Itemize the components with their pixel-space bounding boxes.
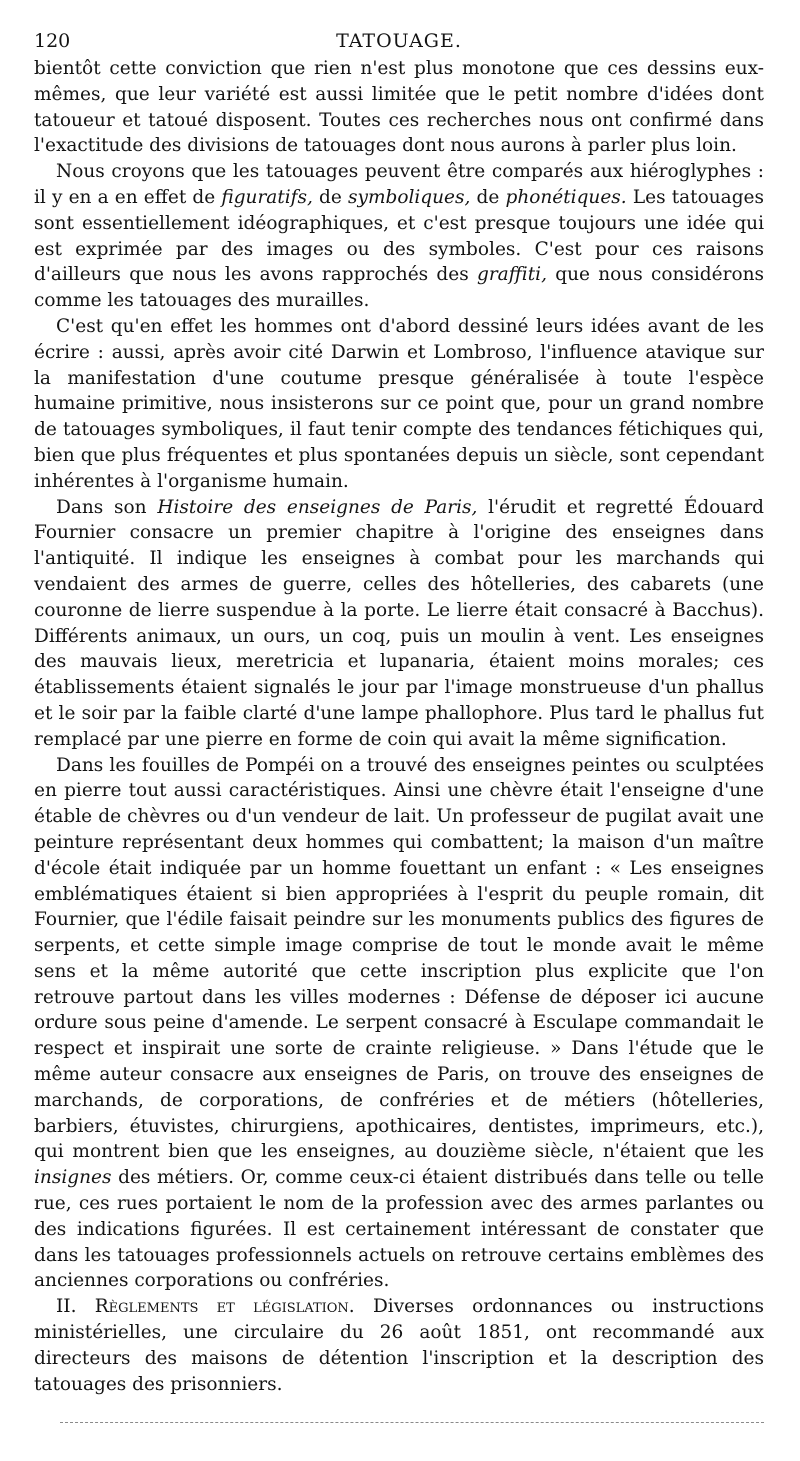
paragraph-continuation	[34, 56, 764, 159]
italic-term: phonétiques.	[505, 186, 627, 208]
paragraph-text: de	[470, 186, 506, 208]
body-text	[34, 56, 764, 1397]
paragraph-text: bientôt cette conviction que rien n'est plus monotone que ces dessins eux-mêmes, que leur variété est aussi limitée que le petit nombre d'idées dont tatoueur et tatoué disposent. Toutes ces recherches nous ont confirmé dans l'exactitude des divisions de tatouages dont nous aurons à parler plus loin.	[34, 58, 764, 157]
paragraph-text: l'érudit et regretté Édouard Fournier consacre un premier chapitre à l'origine des enseignes dans l'antiquité. Il indique les enseignes à combat pour les marchands qui vendaient des armes de guerre, celles des hôtelleries, des cabarets (une couronne de lierre suspendue à la porte. Le lierre était consacré à Bacchus). Différents animaux, un ours, un coq, puis un moulin à vent. Les enseignes des mauvais lieux, meretricia et lupanaria, étaient moins morales; ces établissements étaient signalés le jour par l'image monstrueuse d'un phallus et le soir par la faible clarté d'une lampe phallophore. Plus tard le phallus fut remplacé par une pierre en forme de coin qui avait la même signification.	[34, 496, 765, 750]
running-header	[34, 26, 764, 56]
italic-term: symboliques,	[348, 186, 471, 208]
section-heading: II. Règlements et législation.	[56, 1296, 355, 1318]
italic-term: graffiti,	[476, 264, 547, 286]
paragraph-ideas	[34, 314, 764, 495]
paragraph-text: Dans son	[56, 496, 158, 518]
italic-term: insignes	[34, 1167, 112, 1189]
running-title: TATOUAGE.	[336, 30, 462, 52]
page-number: 120	[34, 30, 71, 52]
italic-title: Histoire des enseignes de Paris,	[157, 496, 478, 518]
paragraph-text: C'est qu'en effet les hommes ont d'abord dessiné leurs idées avant de les écrire : aussi, après avoir cité Darwin et Lombroso, l'influence atavique sur la manifestation d'une coutume presque généralisée à toute l'espèce humaine primitive, nous insisterons sur ce point que, pour un grand nombre de tatouages symboliques, il faut tenir compte des tendances fétichiques qui, bien que plus fréquentes et plus spontanées depuis un siècle, sont cependant inhérentes à l'organisme humain.	[34, 315, 764, 492]
italic-term: figuratifs,	[221, 186, 313, 208]
paragraph-text: que nous considérons comme les tatouages des murailles.	[34, 264, 764, 312]
paragraph-text: Les tatouages sont essentiellement idéographiques, et c'est presque toujours une idée qui est exprimée par des images ou des symboles. C'est pour ces raisons d'ailleurs que nous les avons rapprochés des	[34, 186, 764, 286]
paragraph-hieroglyphs	[34, 159, 764, 314]
paragraph-text: Diverses ordonnances ou instructions ministérielles, une circulaire du 26 août 1851, ont recommandé aux directeurs des maisons de détention l'inscription et la description des tatouages des prisonniers.	[34, 1296, 764, 1395]
paragraph-fournier	[34, 495, 764, 753]
paragraph-text: des métiers. Or, comme ceux-ci étaient distribués dans telle ou telle rue, ces rues portaient le nom de la profession avec des armes parlantes ou des indications figurées. Il est certainement intéressant de constater que dans les tatouages professionnels actuels on retrouve certains emblèmes des anciennes corporations ou confréries.	[34, 1167, 764, 1292]
paragraph-reglements	[34, 1294, 764, 1397]
paragraph-text: Nous croyons que les tatouages peuvent être comparés aux hiéroglyphes : il y en a en effet de	[34, 161, 764, 208]
paragraph-text: Dans les fouilles de Pompéi on a trouvé des enseignes peintes ou sculptées en pierre tout aussi caractéristiques. Ainsi une chèvre était l'enseigne d'une étable de chèvres ou d'un vendeur de lait. Un professeur de pugilat avait une peinture représentant deux hommes qui combattent; la maison d'un maître d'école était indiquée par un homme fouettant un enfant : « Les enseignes emblématiques étaient si bien appropriées à l'esprit du peuple romain, dit Fournier, que l'édile faisait peindre sur les monuments publics des figures de serpents, et cette simple image comprise de tout le monde avait le même sens et la même autorité que cette inscription plus explicite que l'on retrouve partout dans les villes modernes : Défense de déposer ici aucune ordure sous peine d'amende. Le serpent consacré à Esculape commandait le respect et inspirait une sorte de crainte religieuse. » Dans l'étude que le même auteur consacre aux enseignes de Paris, on trouve des enseignes de marchands, de corporations, de confréries et de métiers (hôtelleries, barbiers, étuvistes, chirurgiens, apothicaires, dentistes, imprimeurs, etc.), qui montrent bien que les enseignes, au douzième siècle, n'étaient que les	[34, 754, 764, 1163]
book-page	[34, 26, 764, 1397]
footer-rule	[60, 1422, 764, 1423]
paragraph-text: de	[312, 186, 348, 208]
paragraph-pompei	[34, 753, 764, 1295]
